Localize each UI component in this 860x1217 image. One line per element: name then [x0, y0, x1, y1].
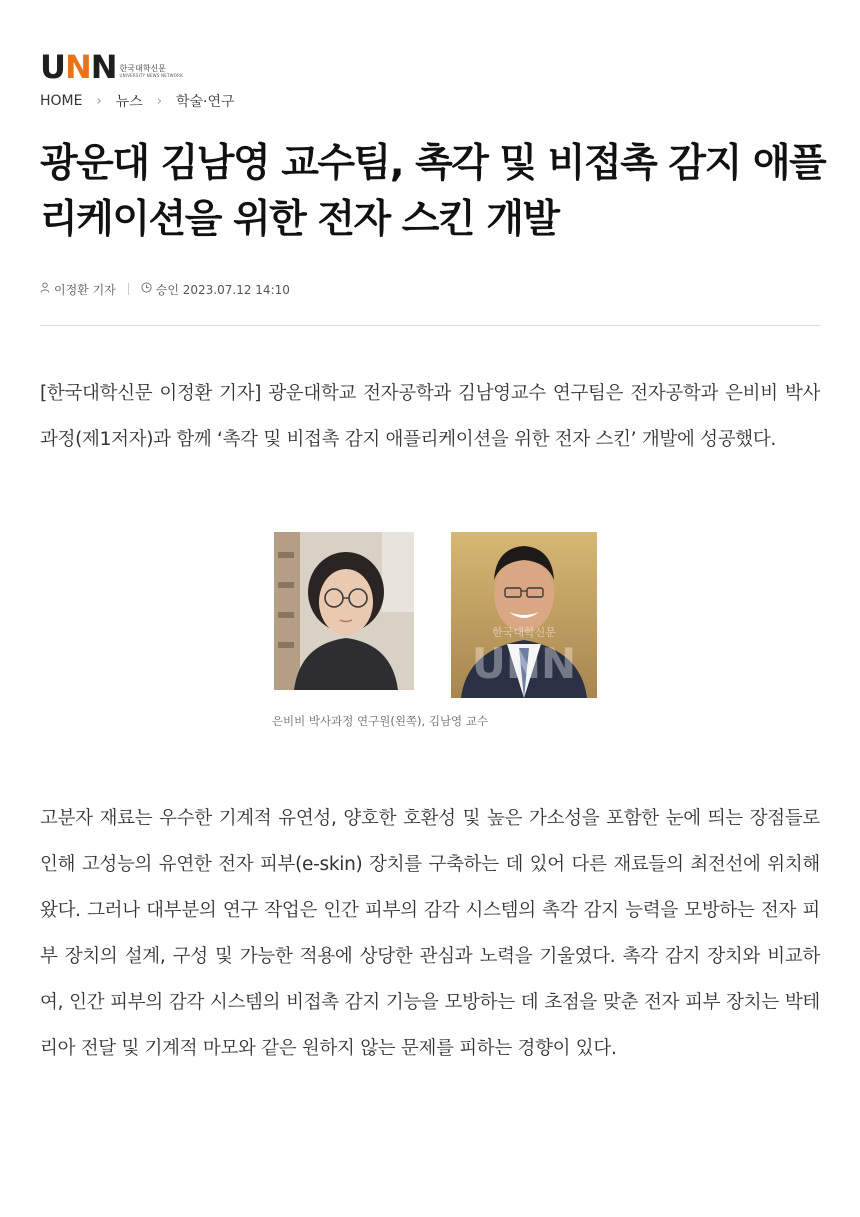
chevron-right-icon: ›: [96, 93, 102, 109]
article-lead: [한국대학신문 이정환 기자] 광운대학교 전자공학과 김남영교수 연구팀은 전자공학과 은비비 박사과정(제1저자)과 함께 ‘촉각 및 비접촉 감지 애플리케이션을 위한 전자 스킨’ 개발에 성공했다.: [40, 383, 820, 450]
photo-watermark-logo: UNN: [471, 639, 577, 688]
photo-caption: 은비비 박사과정 연구원(왼쪽), 김남영 교수: [271, 714, 489, 728]
chevron-right-icon: ›: [156, 93, 162, 109]
article-meta: [40, 279, 290, 299]
article-date: 승인 2023.07.12 14:10: [155, 282, 290, 297]
article-title: 광운대 김남영 교수팀, 촉각 및 비접촉 감지 애플리케이션을 위한 전자 스킨 개발: [40, 141, 826, 242]
site-logo[interactable]: [40, 48, 183, 86]
logo-mark: UNN: [40, 48, 117, 86]
breadcrumb-research[interactable]: 학술·연구: [175, 94, 235, 110]
logo-subtitle-ko: 한국대학신문: [119, 64, 166, 73]
photo-watermark-text: 한국대학신문: [492, 626, 556, 639]
clock-icon: [141, 282, 152, 296]
photo-professor-right[interactable]: [451, 532, 597, 698]
logo-subtitle-en: UNIVERSITY NEWS NETWORK: [119, 73, 183, 78]
person-icon: [40, 282, 50, 296]
photo-researcher-left[interactable]: [274, 532, 414, 690]
logo-subtitle: [120, 64, 183, 79]
breadcrumb-home[interactable]: HOME: [40, 93, 83, 109]
breadcrumb: [40, 90, 235, 112]
article-author[interactable]: 이정환 기자: [54, 282, 116, 297]
breadcrumb-news[interactable]: 뉴스: [115, 94, 143, 110]
meta-divider: [128, 283, 129, 295]
article-body: 고분자 재료는 우수한 기계적 유연성, 양호한 호환성 및 높은 가소성을 포함한 눈에 띄는 장점들로 인해 고성능의 유연한 전자 피부(e-skin) 장치를 구축하는 데 있어 다른 재료들의 최전선에 위치해 왔다. 그러나 대부분의 연구 작업은 인간 피부의 감각 시스템의 촉각 감지 능력을 모방하는 전자 피부 장치의 설계, 구성 및 가능한 적용에 상당한 관심과 노력을 기울였다. 촉각 감지 장치와 비교하여, 인간 피부의 감각 시스템의 비접촉 감지 기능을 모방하는 데 초점을 맞춘 전자 피부 장치는 박테리아 전달 및 기계적 마모와 같은 원하지 않는 문제를 피하는 경향이 있다.: [40, 808, 820, 1059]
header-divider: [40, 325, 820, 326]
